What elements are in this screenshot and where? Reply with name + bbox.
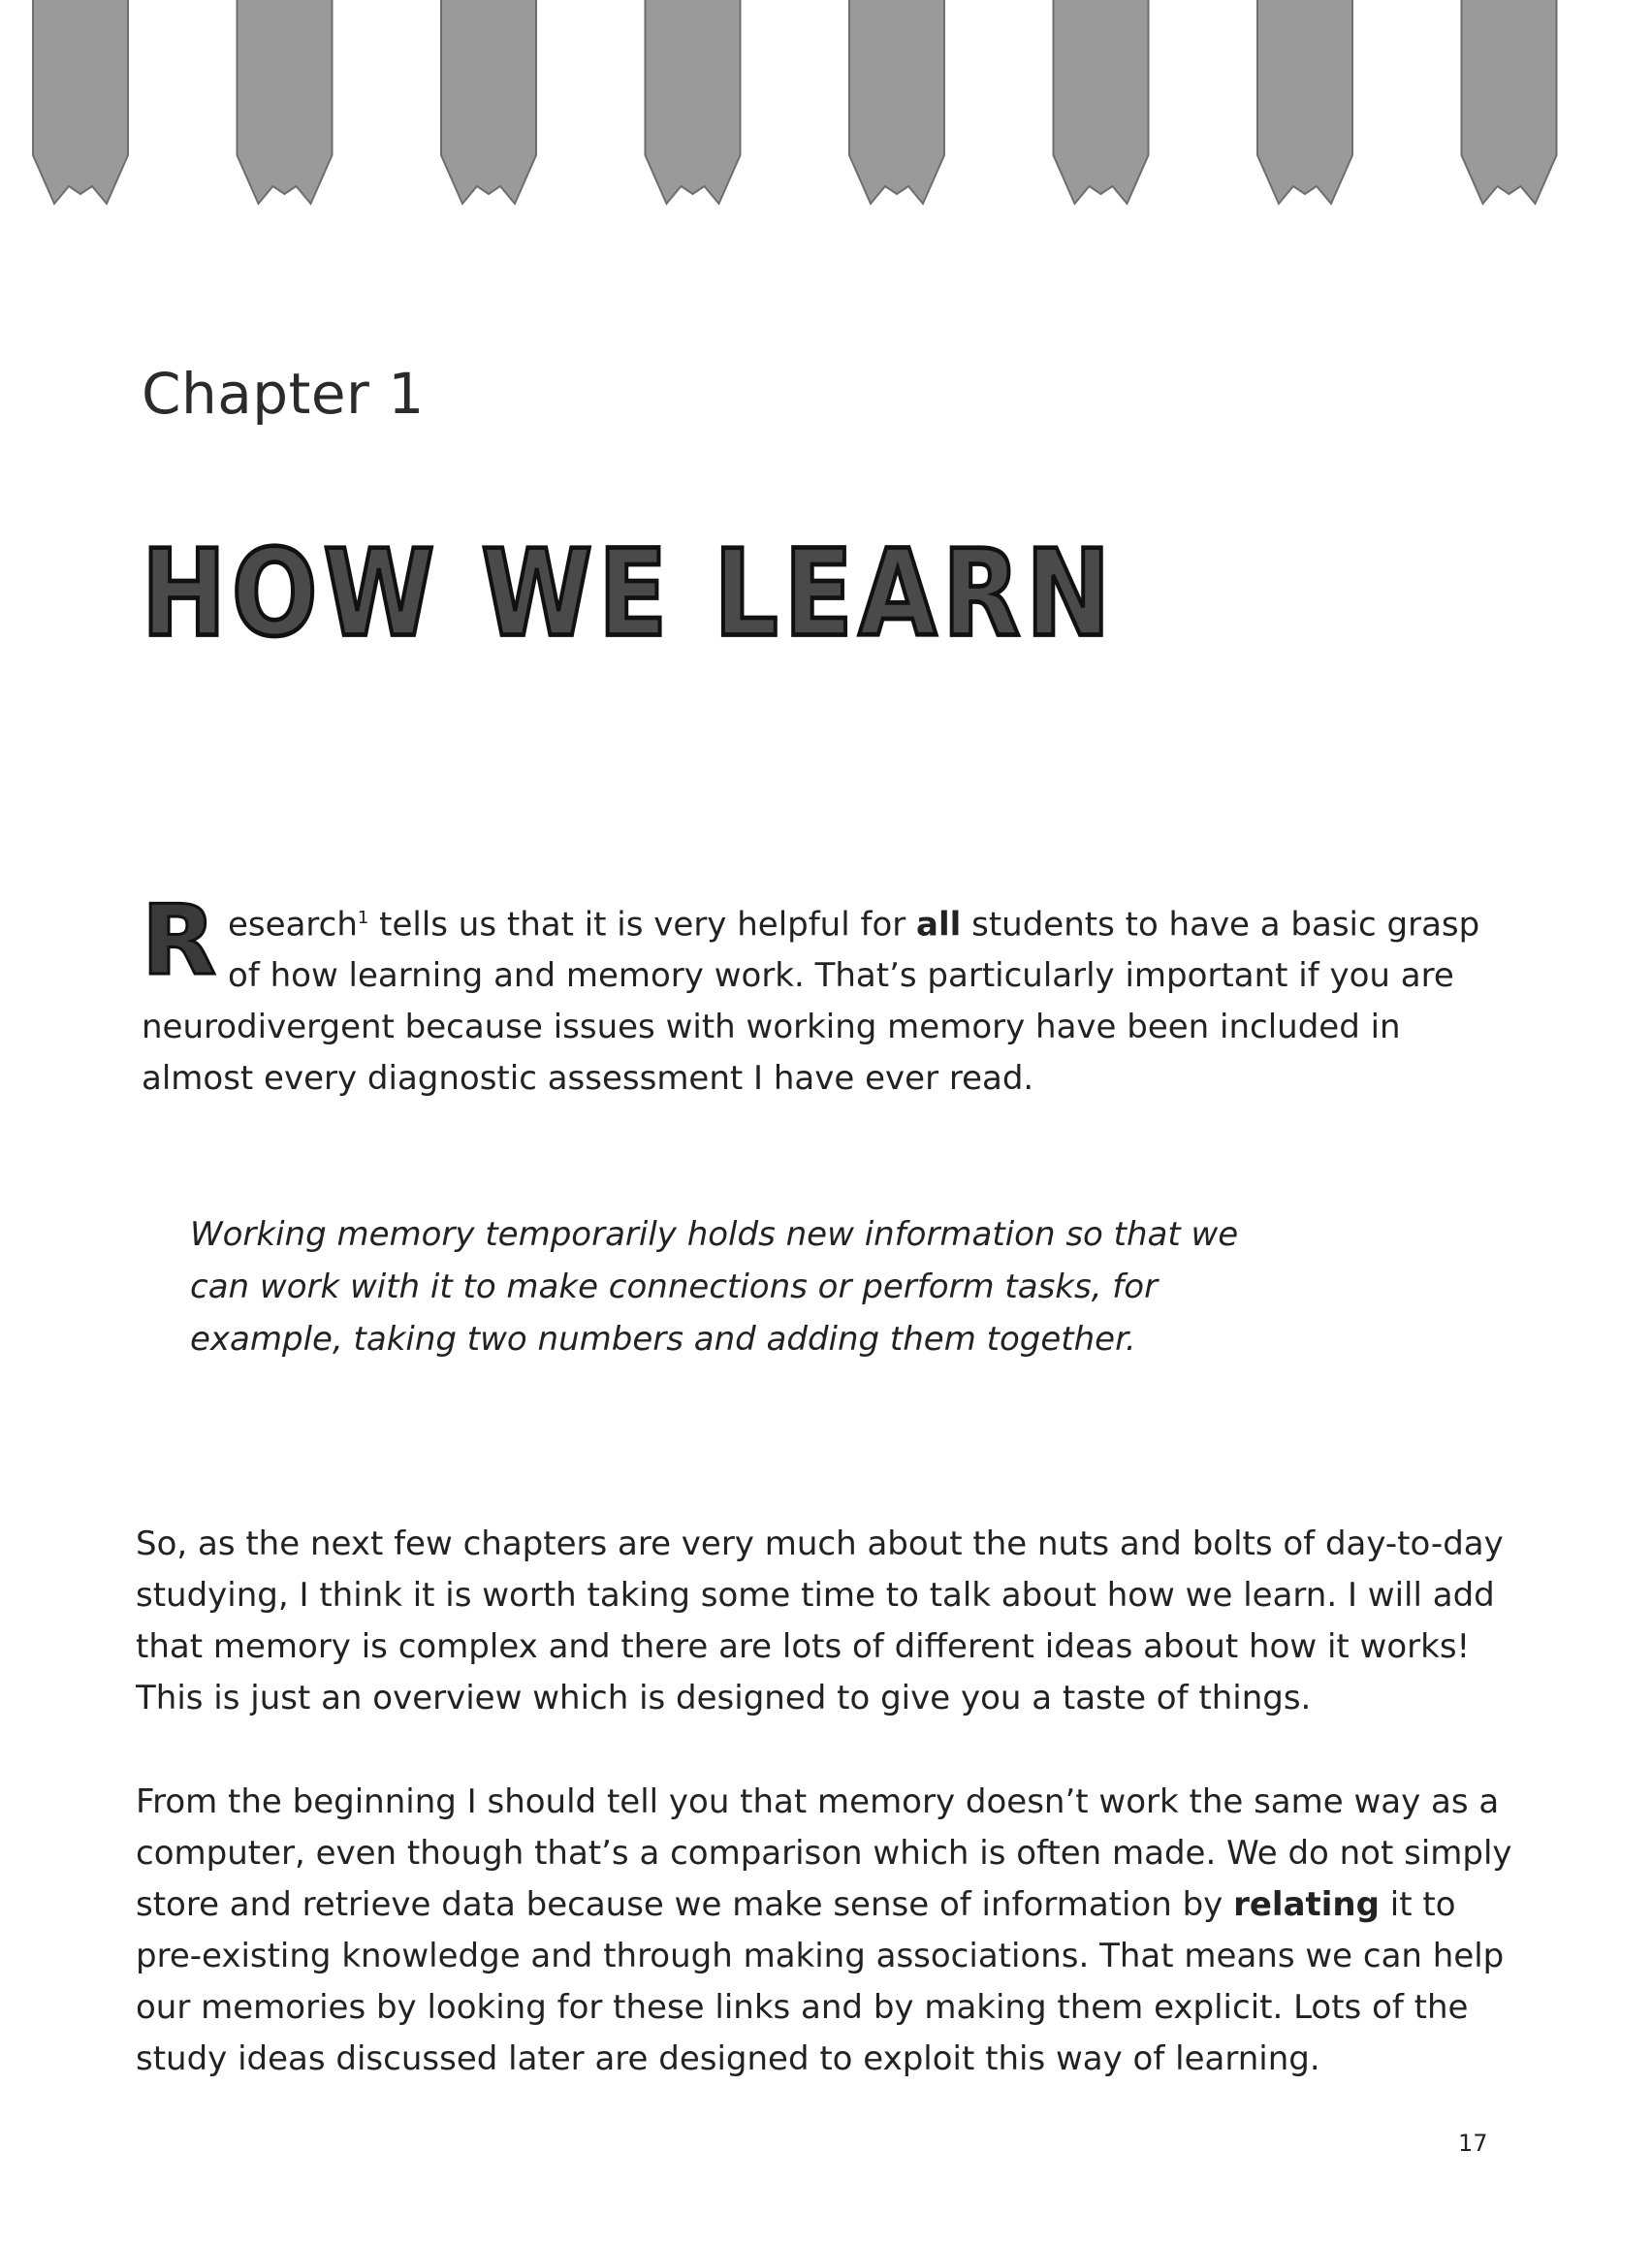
pennant-flag: [1462, 0, 1557, 204]
body-paragraph-3: [136, 1777, 1512, 2085]
body-paragraph-2: So, as the next few chapters are very much about the nuts and bolts of day-to-day studying, I think it is worth taking some time to talk about how we learn. I will add that memory is complex and there are lots of different ideas about how it works! This is just an overview which is designed to give you a taste of things.: [136, 1524, 1504, 1717]
intro-paragraph: [142, 883, 1518, 1105]
chapter-title: HOW WE LEARN: [142, 524, 1117, 663]
pennant-banner: [0, 0, 1652, 223]
pennant-flag: [1257, 0, 1352, 204]
pennant-flag: [1054, 0, 1149, 204]
page-number: 17: [1458, 2130, 1488, 2157]
intro-text-3: students to have a basic grasp of how learning and memory work. That’s particularly important if you are neurodivergent because issues with working memory have been included in almost every diagnostic assessment I have ever read.: [142, 905, 1480, 1099]
chapter-label: Chapter 1: [142, 361, 425, 427]
p3-emphasis: relating: [1233, 1885, 1380, 1924]
pennant-flag: [33, 0, 128, 204]
p3-text-1: From the beginning I should tell you that memory doesn’t work the same way as a computer, even though that’s a comparison which is often made. We do not simply store and retrieve data because we make sense of information by: [136, 1782, 1512, 1924]
intro-text-1: esearch: [228, 905, 358, 945]
drop-cap: R: [142, 883, 217, 997]
pennant-flag: [441, 0, 536, 204]
p3-text-2: it to pre-existing knowledge and through making associations. That means we can help our memories by looking for these links and by making them explicit. Lots of the study ideas discussed later are designed to exploit this way of learning.: [136, 1885, 1505, 2078]
footnote-ref[interactable]: 1: [357, 908, 369, 928]
intro-emphasis: all: [916, 905, 962, 945]
pennant-flag: [849, 0, 944, 204]
definition-quote: Working memory temporarily holds new information so that we can work with it to make connections or perform tasks, for example, taking two numbers and adding them together.: [190, 1215, 1239, 1359]
pennant-flag: [238, 0, 333, 204]
intro-text-2: tells us that it is very helpful for: [368, 905, 917, 945]
pennant-flag: [646, 0, 741, 204]
